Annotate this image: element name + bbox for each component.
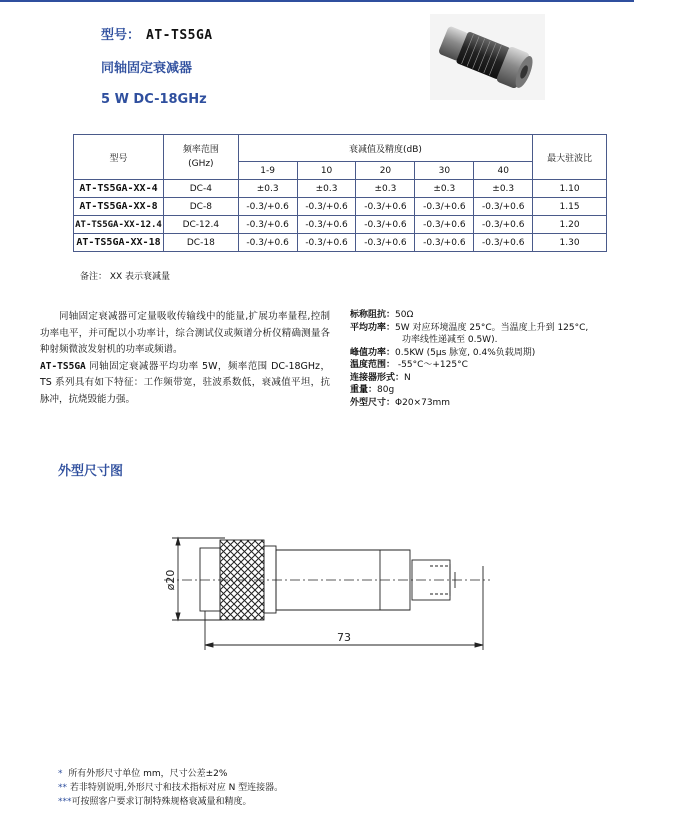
atten-col: 10 (297, 162, 356, 180)
row-value: -0.3/+0.6 (356, 198, 415, 216)
atten-col: 40 (474, 162, 533, 180)
row-freq: DC-12.4 (163, 216, 238, 234)
param-temperature: 温度范围： -55°C～+125°C (350, 360, 468, 370)
table-row (74, 234, 607, 252)
rear-nut (200, 548, 220, 611)
footnotes (58, 767, 283, 809)
param-avg-power: 平均功率： 5W 对应环境温度 25°C。当温度上升到 125°C, (350, 322, 589, 333)
description-para-2 (40, 359, 330, 409)
row-value: -0.3/+0.6 (474, 216, 533, 234)
arrowhead (205, 643, 213, 647)
row-value: -0.3/+0.6 (238, 198, 297, 216)
col-freq-unit: (GHz) (188, 159, 214, 169)
row-value: -0.3/+0.6 (297, 234, 356, 252)
row-value: -0.3/+0.6 (297, 216, 356, 234)
row-model: AT-TS5GA-XX-12.4 (74, 216, 164, 234)
row-value: -0.3/+0.6 (238, 216, 297, 234)
model-label: 型号： (101, 28, 141, 43)
power-frequency-spec: 5 W DC-18GHz (101, 92, 207, 107)
dimension-section-title: 外型尺寸图 (58, 464, 124, 479)
param-weight: 重量： 80g (350, 385, 395, 395)
row-value: -0.3/+0.6 (297, 198, 356, 216)
row-freq: DC-4 (163, 180, 238, 198)
col-freq-header (163, 135, 238, 180)
row-value: -0.3/+0.6 (474, 234, 533, 252)
product-subtitle: 同轴固定衰减器 (101, 61, 193, 76)
table-header-row (74, 135, 607, 162)
arrowhead (176, 538, 180, 545)
row-value: -0.3/+0.6 (415, 234, 474, 252)
col-freq-label: 频率范围 (182, 145, 219, 155)
table-row (74, 180, 607, 198)
row-value: -0.3/+0.6 (356, 216, 415, 234)
row-value: ±0.3 (415, 180, 474, 198)
collar (264, 546, 276, 613)
row-value: -0.3/+0.6 (356, 234, 415, 252)
row-value: -0.3/+0.6 (415, 216, 474, 234)
model-line (101, 24, 213, 43)
row-freq: DC-18 (163, 234, 238, 252)
param-size: 外型尺寸： Φ20×73mm (350, 397, 451, 408)
row-value: -0.3/+0.6 (415, 198, 474, 216)
row-model: AT-TS5GA-XX-4 (74, 180, 164, 198)
description-para-2-text: 同轴固定衰减器平均功率 5W，频率范围 DC-18GHz，TS 系列具有如下特征：工作频带宽，驻波系数低，衰减值平坦，抗脉冲，抗烧毁能力强。 (40, 360, 330, 405)
product-photo (430, 14, 545, 100)
row-vswr: 1.15 (533, 198, 607, 216)
footnote: ** 若非特别说明,外形尺寸和技术指标对应 N 型连接器。 (58, 783, 284, 793)
row-value: -0.3/+0.6 (238, 234, 297, 252)
footnote: * 所有外形尺寸单位 mm，尺寸公差±2% (58, 769, 228, 779)
title-block (101, 24, 213, 107)
table-row (74, 198, 607, 216)
row-vswr: 1.20 (533, 216, 607, 234)
param-avg-power-cont: 功率线性递减至 0.5W). (402, 335, 498, 345)
col-vswr-header: 最大驻波比 (533, 135, 607, 180)
atten-col: 1-9 (238, 162, 297, 180)
row-model: AT-TS5GA-XX-8 (74, 198, 164, 216)
param-peak-power: 峰值功率： 0.5KW (5μs 脉宽, 0.4%负载周期) (350, 347, 536, 358)
top-rule (0, 0, 634, 2)
row-value: ±0.3 (474, 180, 533, 198)
product-description (40, 309, 330, 408)
param-impedance: 标称阻抗： 50Ω (350, 310, 414, 320)
row-value: ±0.3 (238, 180, 297, 198)
arrowhead (475, 643, 483, 647)
atten-col: 30 (415, 162, 474, 180)
row-vswr: 1.30 (533, 234, 607, 252)
param-connector: 连接器形式： N (350, 372, 411, 383)
table-row (74, 216, 607, 234)
description-para-1: 同轴固定衰减器可定量吸收传输线中的能量,扩展功率量程,控制功率电平，并可配以小功率计，综合测试仪或频谱分析仪精确测量各种射频微波发射机的功率或频谱。 (40, 311, 330, 355)
atten-col: 20 (356, 162, 415, 180)
col-atten-header: 衰减值及精度(dB) (238, 135, 532, 162)
dimension-drawing (150, 520, 510, 665)
row-model: AT-TS5GA-XX-18 (74, 234, 164, 252)
diameter-label: ø20 (164, 569, 177, 591)
row-value: ±0.3 (356, 180, 415, 198)
parameter-list (350, 309, 630, 409)
model-code: AT-TS5GA (146, 28, 213, 43)
footnote: ***可按照客户要求订制特殊规格衰减量和精度。 (58, 797, 252, 807)
row-vswr: 1.10 (533, 180, 607, 198)
col-model-header: 型号 (74, 135, 164, 180)
description-model-code: AT-TS5GA (40, 360, 86, 372)
table-note: 备注： XX 表示衰减量 (80, 272, 171, 282)
row-value: -0.3/+0.6 (474, 198, 533, 216)
row-freq: DC-8 (163, 198, 238, 216)
spec-table (73, 134, 607, 252)
arrowhead (176, 613, 180, 620)
row-value: ±0.3 (297, 180, 356, 198)
length-label: 73 (337, 631, 351, 644)
